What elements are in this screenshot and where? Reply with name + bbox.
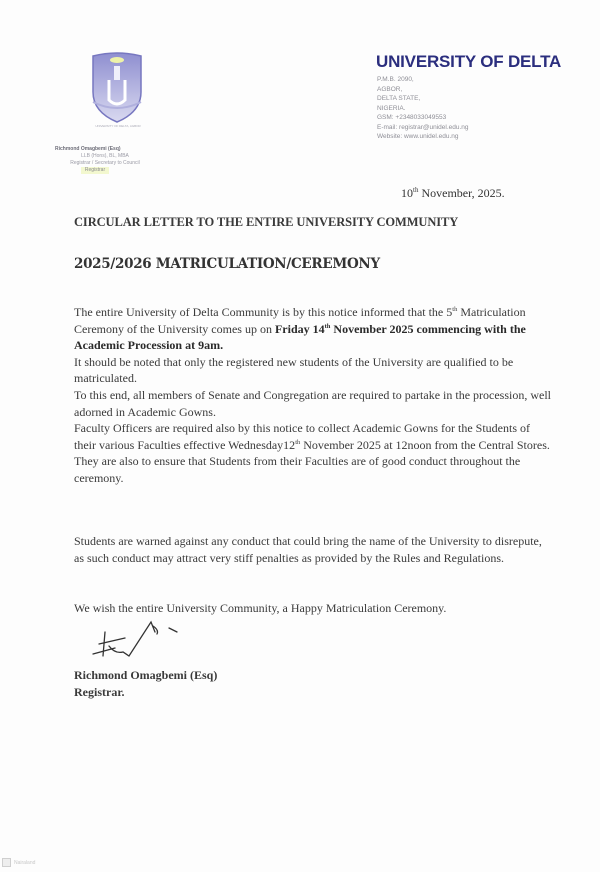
address-line: DELTA STATE, (377, 95, 421, 102)
paragraph-wishes: We wish the entire University Community, a Happy Matriculation Ceremony. (74, 601, 447, 615)
address-line: P.M.B. 2090, (377, 76, 414, 83)
university-name: UNIVERSITY OF DELTA (376, 52, 562, 71)
email-line: E-mail: registrar@unidel.edu.ng (377, 123, 469, 131)
website-line: Website: www.unidel.edu.ng (377, 133, 459, 140)
university-crest-icon (87, 52, 147, 124)
paragraph-eligibility: It should be noted that only the registered new students of the University are qualified to be matriculated. (74, 354, 514, 386)
watermark-icon (2, 858, 11, 867)
signatory-block (74, 667, 217, 700)
officer-highlight: Registrar (81, 167, 109, 174)
letter-date: 10th November, 2025. (401, 186, 505, 200)
officer-block (55, 146, 155, 174)
officer-qualifications: LLB (Hons), BL, MBA (81, 153, 129, 159)
signature-icon (85, 618, 225, 668)
circular-heading: CIRCULAR LETTER TO THE ENTIRE UNIVERSITY COMMUNITY (74, 215, 459, 229)
address-block (377, 75, 469, 142)
paragraph-announcement: The entire University of Delta Community is by this notice informed that the 5th Matriculation Ceremony of the University comes up on Friday 14th November 2025 commencing with the Academic Procession at 9am. (74, 305, 526, 353)
subject-heading: 2025/2026 MATRICULATION/CEREMONY (74, 256, 380, 272)
officer-role: Registrar / Secretary to Council (70, 160, 140, 166)
letter-body (74, 304, 554, 487)
address-line: AGBOR, (377, 85, 403, 93)
crest-caption: UNIVERSITY OF DELTA, AGBOR (95, 124, 141, 128)
signatory-title: Registrar. (74, 684, 125, 699)
signatory-name: Richmond Omagbemi (Esq) (74, 668, 218, 682)
address-line: NIGERIA. (377, 104, 406, 112)
phone-line: GSM: +2348033049553 (377, 114, 447, 121)
watermark-text: Nairaland (14, 859, 36, 866)
footer-watermark (2, 858, 35, 867)
paragraph-gowns: Faculty Officers are required also by this notice to collect Academic Gowns for the Students of their various Faculties effective Wednesday12th November 2025 at 12noon from the Central Stores. They are also to ensure that Students from their Faculties are of good conduct throughout the ceremony. (74, 421, 550, 485)
paragraph-procession: To this end, all members of Senate and Congregation are required to partake in the procession, well adorned in Academic Gowns. (74, 387, 552, 419)
paragraph-warning: Students are warned against any conduct that could bring the name of the University to disrepute, as such conduct may attract very stiff penalties as provided by the Rules and Regulations. (74, 534, 542, 565)
officer-name: Richmond Omagbemi (Esq) (55, 146, 121, 152)
